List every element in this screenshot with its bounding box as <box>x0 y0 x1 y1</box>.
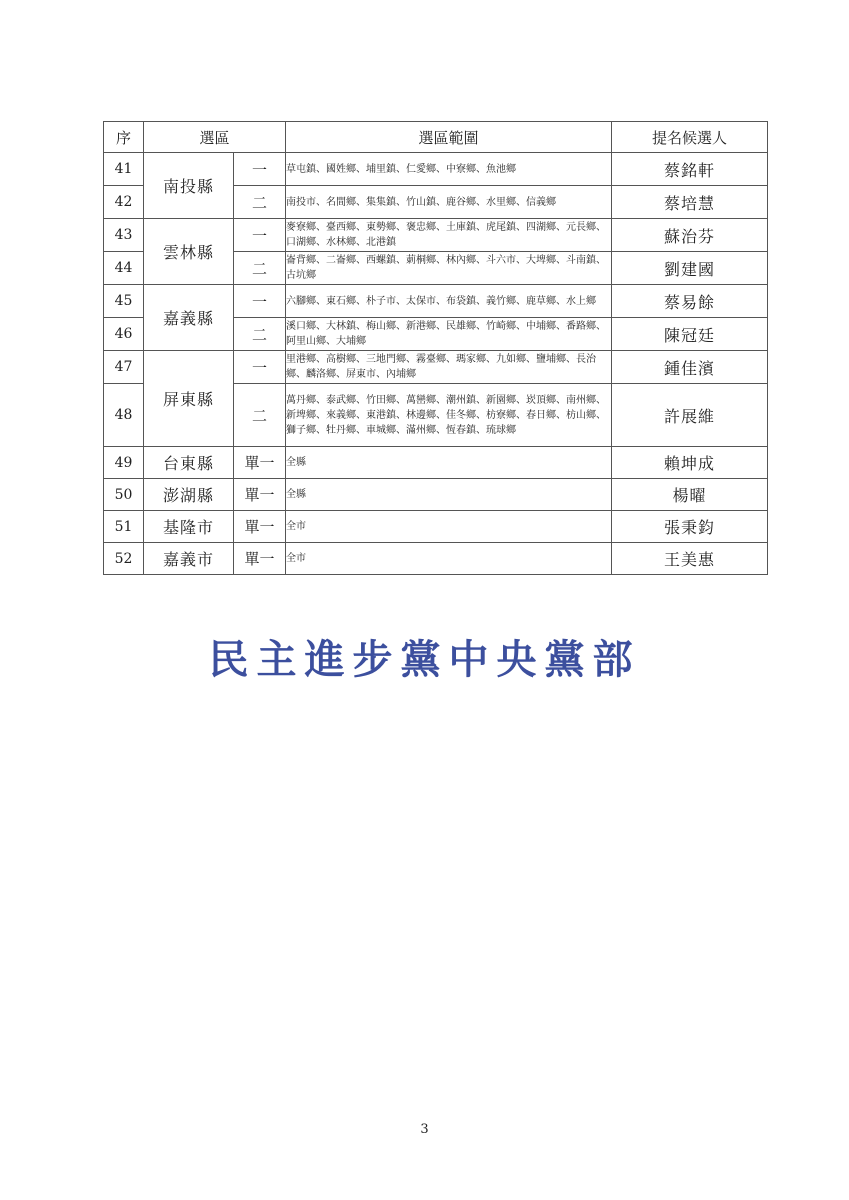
header-seq: 序 <box>104 122 144 153</box>
candidate-table <box>103 121 768 575</box>
district-cell: 二 <box>234 384 286 447</box>
candidate-cell: 賴坤成 <box>612 447 768 479</box>
seq-cell: 47 <box>104 351 144 384</box>
scope-cell: 全縣 <box>286 479 612 511</box>
seq-cell: 51 <box>104 511 144 543</box>
seq-cell: 52 <box>104 543 144 575</box>
district-cell: 一 <box>234 219 286 252</box>
scope-cell: 里港鄉、高樹鄉、三地門鄉、霧臺鄉、瑪家鄉、九如鄉、鹽埔鄉、長治鄉、麟洛鄉、屏東市、內埔鄉 <box>286 351 612 384</box>
table-row <box>104 543 768 575</box>
candidate-cell: 鍾佳濱 <box>612 351 768 384</box>
county-cell: 南投縣 <box>144 153 234 219</box>
seq-cell: 50 <box>104 479 144 511</box>
table-row <box>104 479 768 511</box>
table-row <box>104 153 768 186</box>
district-cell: 二 <box>234 186 286 219</box>
county-cell: 嘉義縣 <box>144 285 234 351</box>
county-cell: 屏東縣 <box>144 351 234 447</box>
scope-cell: 全市 <box>286 511 612 543</box>
candidate-cell: 劉建國 <box>612 252 768 285</box>
candidate-cell: 楊曜 <box>612 479 768 511</box>
seq-cell: 48 <box>104 384 144 447</box>
table-row <box>104 351 768 384</box>
district-cell: 一 <box>234 153 286 186</box>
scope-cell: 六腳鄉、東石鄉、朴子市、太保市、布袋鎮、義竹鄉、鹿草鄉、水上鄉 <box>286 285 612 318</box>
scope-cell: 全縣 <box>286 447 612 479</box>
district-cell: 二 <box>234 318 286 351</box>
district-cell: 單一 <box>234 479 286 511</box>
county-cell: 雲林縣 <box>144 219 234 285</box>
seq-cell: 43 <box>104 219 144 252</box>
candidate-cell: 蔡易餘 <box>612 285 768 318</box>
candidate-cell: 許展維 <box>612 384 768 447</box>
scope-cell: 南投市、名間鄉、集集鎮、竹山鎮、鹿谷鄉、水里鄉、信義鄉 <box>286 186 612 219</box>
scope-cell: 麥寮鄉、臺西鄉、東勢鄉、褒忠鄉、土庫鎮、虎尾鎮、四湖鄉、元長鄉、口湖鄉、水林鄉、北港鎮 <box>286 219 612 252</box>
scope-cell: 草屯鎮、國姓鄉、埔里鎮、仁愛鄉、中寮鄉、魚池鄉 <box>286 153 612 186</box>
district-cell: 單一 <box>234 511 286 543</box>
header-scope: 選區範圍 <box>286 122 612 153</box>
scope-cell: 萬丹鄉、泰武鄉、竹田鄉、萬巒鄉、潮州鎮、新園鄉、崁頂鄉、南州鄉、新埤鄉、來義鄉、東港鎮、林邊鄉、佳冬鄉、枋寮鄉、春日鄉、枋山鄉、獅子鄉、牡丹鄉、車城鄉、滿州鄉、恆春鎮、琉球鄉 <box>286 384 612 447</box>
district-cell: 一 <box>234 285 286 318</box>
county-cell: 台東縣 <box>144 447 234 479</box>
district-cell: 二 <box>234 252 286 285</box>
district-cell: 單一 <box>234 447 286 479</box>
scope-cell: 崙背鄉、二崙鄉、西螺鎮、莿桐鄉、林內鄉、斗六市、大埤鄉、斗南鎮、古坑鄉 <box>286 252 612 285</box>
candidate-cell: 蔡培慧 <box>612 186 768 219</box>
header-district: 選區 <box>144 122 286 153</box>
county-cell: 基隆市 <box>144 511 234 543</box>
header-candidate: 提名候選人 <box>612 122 768 153</box>
seq-cell: 45 <box>104 285 144 318</box>
seq-cell: 44 <box>104 252 144 285</box>
seq-cell: 49 <box>104 447 144 479</box>
seq-cell: 41 <box>104 153 144 186</box>
seq-cell: 46 <box>104 318 144 351</box>
county-cell: 嘉義市 <box>144 543 234 575</box>
table-row <box>104 511 768 543</box>
scope-cell: 溪口鄉、大林鎮、梅山鄉、新港鄉、民雄鄉、竹崎鄉、中埔鄉、番路鄉、阿里山鄉、大埔鄉 <box>286 318 612 351</box>
candidate-cell: 張秉鈞 <box>612 511 768 543</box>
district-cell: 一 <box>234 351 286 384</box>
table-row <box>104 447 768 479</box>
table-header-row <box>104 122 768 153</box>
table-row <box>104 285 768 318</box>
party-stamp: 民主進步黨中央黨部 <box>208 636 641 683</box>
table-row <box>104 219 768 252</box>
scope-cell: 全市 <box>286 543 612 575</box>
page-number: 3 <box>420 1122 429 1137</box>
candidate-cell: 蔡銘軒 <box>612 153 768 186</box>
seq-cell: 42 <box>104 186 144 219</box>
district-cell: 單一 <box>234 543 286 575</box>
county-cell: 澎湖縣 <box>144 479 234 511</box>
candidate-cell: 王美惠 <box>612 543 768 575</box>
candidate-cell: 蘇治芬 <box>612 219 768 252</box>
candidate-cell: 陳冠廷 <box>612 318 768 351</box>
